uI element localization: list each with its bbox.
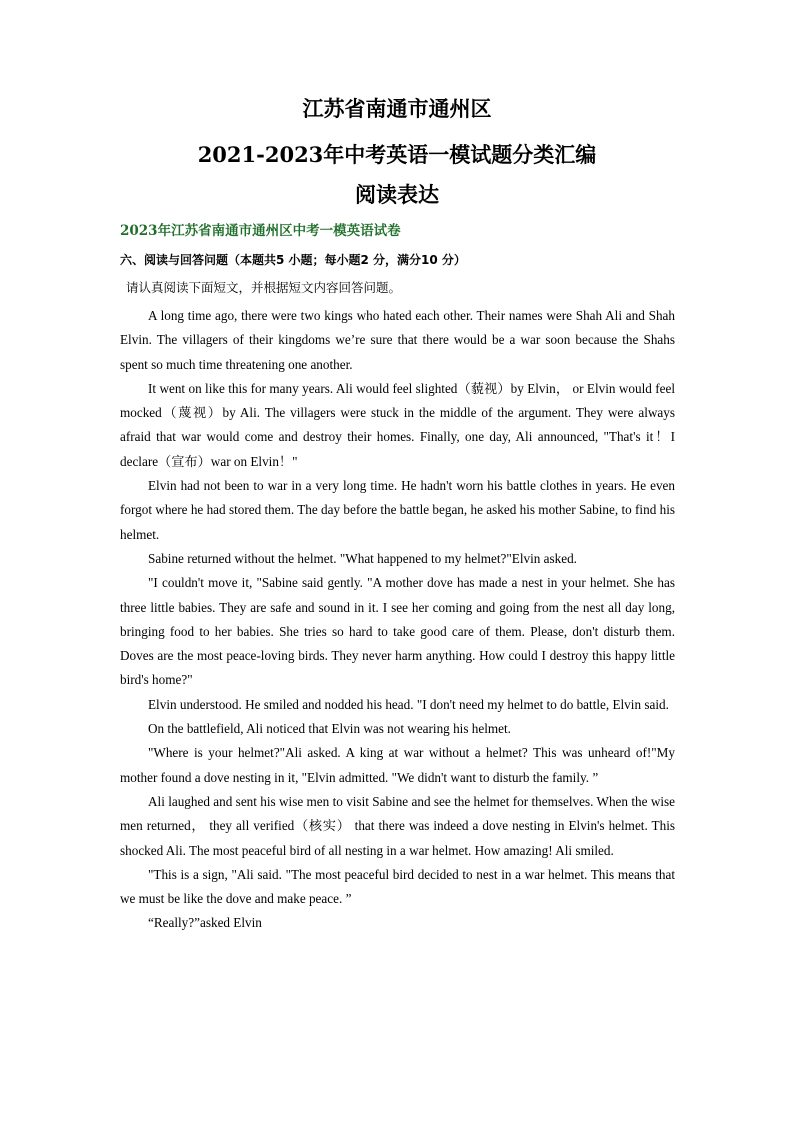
- question-instruction: 请认真阅读下面短文，并根据短文内容回答问题。: [126, 280, 402, 295]
- passage-paragraph: Elvin understood. He smiled and nodded his head. "I don't need my helmet to do battle, Elvin said.: [148, 696, 669, 712]
- passage-paragraph: "I couldn't move it, "Sabine said gently. "A mother dove has made a nest in your helmet. She has three little babies. They are safe and sound in it. I see her coming and going from the nest all day long, bringing food to her babies. She tries so hard to take good care of them. Please, don't disturb them. Doves are the most peace-loving birds. They never harm anything. How could I destroy this happy little bird's home?": [120, 575, 675, 688]
- exam-section-heading: 2023年江苏省南通市通州区中考一模英语试卷: [120, 223, 401, 239]
- document-title-region: 江苏省南通市通州区: [302, 96, 492, 121]
- question-heading: 六、阅读与回答问题（本题共5 小题；每小题2 分，满分10 分）: [120, 253, 466, 267]
- passage-paragraph: Elvin had not been to war in a very long time. He hadn't worn his battle clothes in years. He even forgot where he had stored them. The day before the battle began, he asked his mother Sabine, to find his helmet.: [120, 478, 675, 542]
- document-title-collection: 2021-2023年中考英语一模试题分类汇编: [197, 142, 597, 167]
- passage-paragraph: “Really?”asked Elvin: [148, 915, 262, 931]
- passage-paragraph: Sabine returned without the helmet. "What happened to my helmet?"Elvin asked.: [148, 550, 577, 566]
- passage-paragraph: On the battlefield, Ali noticed that Elvin was not wearing his helmet.: [148, 721, 511, 737]
- passage-paragraph: "Where is your helmet?"Ali asked. A king at war without a helmet? This was unheard of!"My mother found a dove nesting in it, "Elvin admitted. "We didn't want to disturb the family. ”: [120, 745, 675, 785]
- passage-paragraph: It went on like this for many years. Ali would feel slighted（藐视）by Elvin， or Elvin would feel mocked（蔑视）by Ali. The villagers were stuck in the middle of the argument. They were always afraid that war would come and destroy their homes. Finally, one day, Ali announced, "That's it！I declare（宣布）war on Elvin！": [120, 380, 675, 469]
- document-title-topic: 阅读表达: [355, 182, 439, 207]
- passage-paragraph: A long time ago, there were two kings who hated each other. Their names were Shah Ali and Shah Elvin. The villagers of their kingdoms we’re sure that there would be a war soon because the Shahs spent so much time threatening one another.: [120, 308, 675, 372]
- passage-paragraph: Ali laughed and sent his wise men to visit Sabine and see the helmet for themselves. When the wise men returned， they all verified（核实） that there was indeed a dove nesting in Elvin's helmet. This shocked Ali. The most peaceful bird of all nesting in a war helmet. How amazing! Ali smiled.: [120, 793, 675, 858]
- reading-passage: [120, 304, 675, 936]
- passage-paragraph: "This is a sign, "Ali said. "The most peaceful bird decided to nest in a war helmet. This means that we must be like the dove and make peace. ”: [120, 866, 675, 907]
